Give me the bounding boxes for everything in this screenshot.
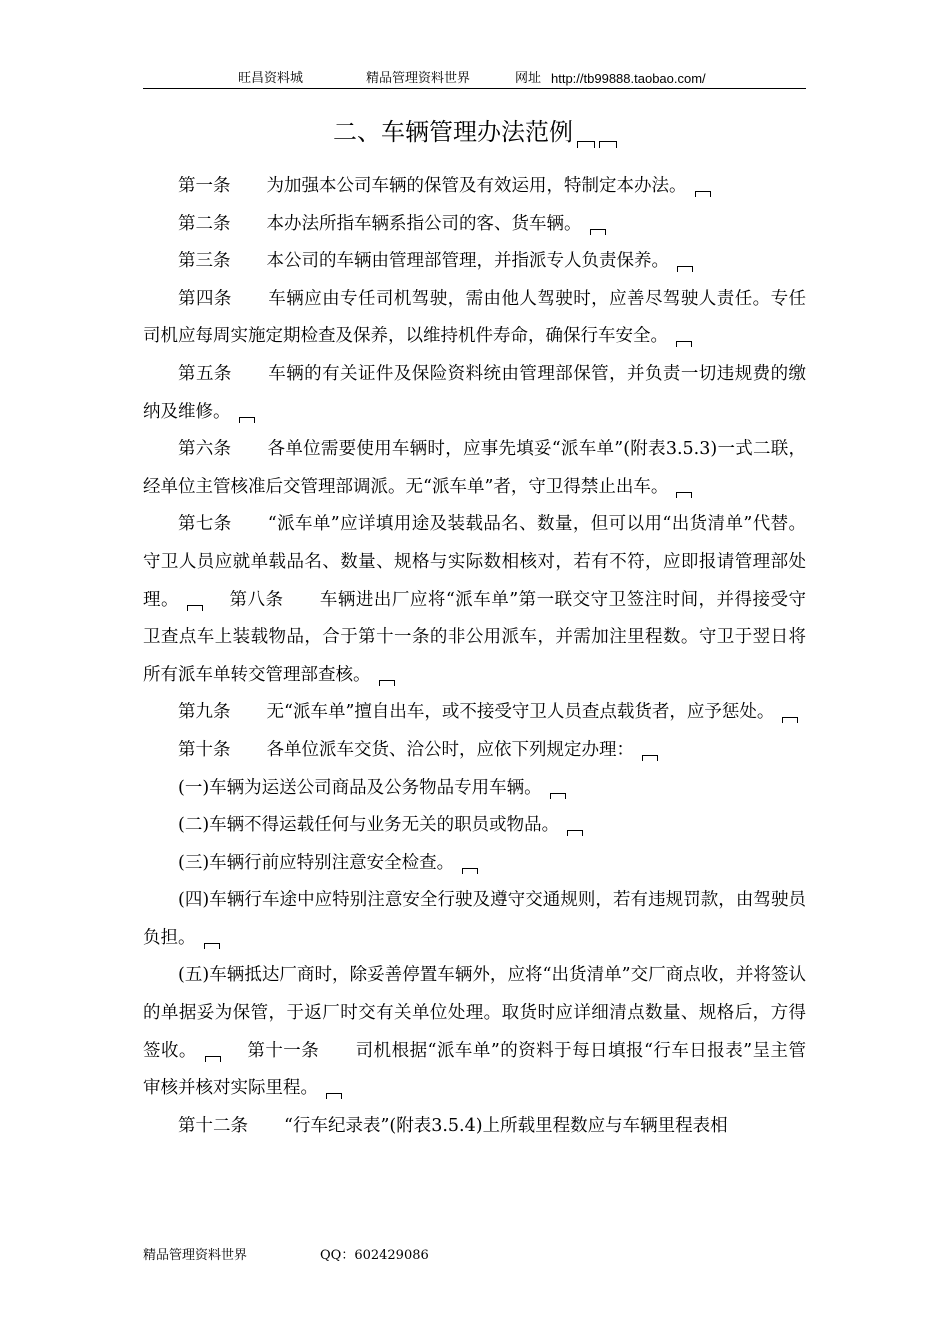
footer-qq: QQ：602429086	[320, 1248, 429, 1263]
paragraph-mark-icon	[695, 191, 711, 197]
list-item-article-11: (五)车辆抵达厂商时，除妥善停置车辆外，应将“出货清单”交厂商点收，并将签认的单据妥为保管，于返厂时交有关单位处理。取货时应详细清点数量、规格后，方得签收。 第十一条 司机根据“派车单”的资料于每日填报“行车日报表”呈主管审核并核对实际里程。	[143, 965, 807, 1099]
list-item: (一)车辆为运送公司商品及公务物品专用车辆。	[143, 770, 806, 808]
article-4: 第四条 车辆应由专任司机驾驶，需由他人驾驶时，应善尽驾驶人责任。专任司机应每周实施定期检查及保养，以维持机件寿命，确保行车安全。	[143, 288, 807, 347]
page-title: 二、车辆管理办法范例	[0, 114, 950, 150]
article-6: 第六条 各单位需要使用车辆时，应事先填妥“派车单”(附表3.5.3)一式二联，经单位主管核准后交管理部调派。无“派车单”者，守卫得禁止出车。	[143, 439, 807, 497]
paragraph-mark-icon	[577, 141, 595, 148]
paragraph-mark-icon	[676, 341, 692, 347]
paragraph-mark-icon	[187, 605, 203, 611]
paragraph-mark-icon	[590, 229, 606, 235]
document-body	[143, 168, 806, 1145]
header-url[interactable]: http://tb99888.taobao.com/	[551, 71, 706, 86]
article-2: 第二条 本办法所指车辆系指公司的客、货车辆。	[143, 206, 806, 244]
header-world: 精品管理资料世界	[366, 71, 471, 86]
paragraph-mark-icon	[677, 266, 693, 272]
page-header	[143, 70, 806, 89]
article-9: 第九条 无“派车单”擅自出车，或不接受守卫人员查点载货者，应予惩处。	[143, 694, 806, 732]
paragraph-mark-icon	[205, 1056, 221, 1062]
paragraph-mark-icon	[239, 417, 255, 423]
paragraph-mark-icon	[642, 755, 658, 761]
list-item: (四)车辆行车途中应特别注意安全行驶及遵守交通规则，若有违规罚款，由驾驶员负担。	[143, 890, 806, 948]
article-5: 第五条 车辆的有关证件及保险资料统由管理部保管，并负责一切违规费的缴纳及维修。	[143, 363, 807, 422]
paragraph-mark-icon	[599, 141, 617, 148]
paragraph-mark-icon	[676, 492, 692, 498]
paragraph-mark-icon	[326, 1093, 342, 1099]
paragraph-mark-icon	[782, 717, 798, 723]
article-7-8: 第七条 “派车单”应详填用途及装载品名、数量，但可以用“出货清单”代替。守卫人员应就单载品名、数量、规格与实际数相核对，若有不符，应即报请管理部处理。 第八条 车辆进出厂应将“派车单”第一联交守卫签注时间，并得接受守卫查点车上装载物品，合于第十一条的非公用派车，并需加注里程数。守卫于翌日将所有派车单转交管理部查核。	[143, 514, 806, 685]
header-url-label: 网址	[515, 71, 542, 86]
footer-world: 精品管理资料世界	[143, 1248, 248, 1263]
article-1: 第一条 为加强本公司车辆的保管及有效运用，特制定本办法。	[143, 168, 806, 206]
article-10: 第十条 各单位派车交货、洽公时，应依下列规定办理：	[143, 732, 806, 770]
paragraph-mark-icon	[379, 680, 395, 686]
article-3: 第三条 本公司的车辆由管理部管理，并指派专人负责保养。	[143, 243, 806, 281]
paragraph-mark-icon	[204, 943, 220, 949]
paragraph-mark-icon	[462, 868, 478, 874]
list-item: (三)车辆行前应特别注意安全检查。	[143, 845, 806, 883]
list-item: (二)车辆不得运载任何与业务无关的职员或物品。	[143, 807, 806, 845]
article-12: 第十二条 “行车纪录表”(附表3.5.4)上所载里程数应与车辆里程表相	[178, 1115, 728, 1136]
header-site: 旺昌资料城	[238, 71, 304, 86]
paragraph-mark-icon	[567, 830, 583, 836]
paragraph-mark-icon	[550, 793, 566, 799]
